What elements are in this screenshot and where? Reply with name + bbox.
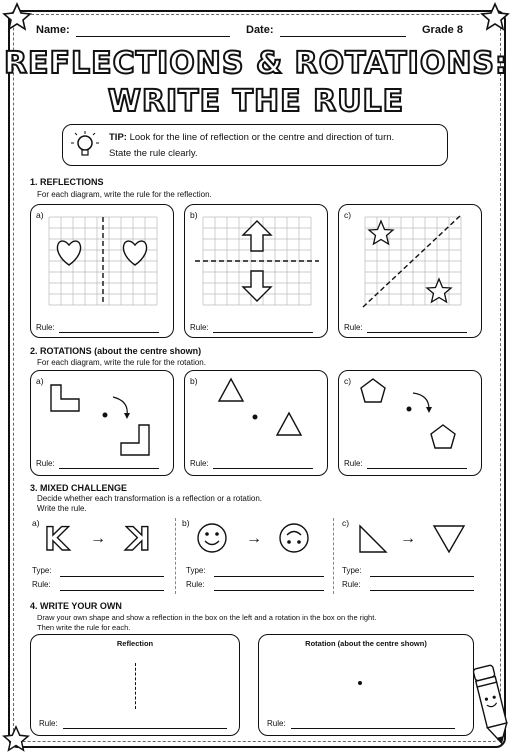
rotation-box-title: Rotation (about the centre shown)	[305, 639, 427, 648]
page-title: REFLECTIONS & ROTATIONS:	[3, 46, 509, 81]
page-subtitle: WRITE THE RULE	[107, 84, 405, 119]
rule-answer-line[interactable]	[291, 728, 455, 729]
rule-answer-line[interactable]	[367, 332, 467, 333]
challenge-panel-a	[30, 516, 172, 596]
rotation-panel-b	[184, 370, 328, 476]
name-field[interactable]	[76, 36, 230, 37]
panel-label: a)	[36, 210, 44, 220]
reflection-panel-b	[184, 204, 328, 338]
rule-label: Rule:	[267, 719, 286, 728]
corner-star-icon	[2, 725, 30, 753]
mirror-line	[135, 663, 136, 709]
grade-label: Grade 8	[422, 24, 463, 36]
section2-heading: 2. ROTATIONS (about the centre shown)	[30, 346, 202, 356]
panel-label: c)	[344, 376, 352, 386]
section3-heading: 3. MIXED CHALLENGE	[30, 483, 128, 493]
rule-answer-line[interactable]	[63, 728, 227, 729]
section1-heading: 1. REFLECTIONS	[30, 177, 104, 187]
rule-label: Rule:	[342, 580, 361, 589]
rule-label: Rule:	[36, 459, 55, 468]
section4-instruction-1: Draw your own shape and show a reflection in the box on the left and a rotation in the box on the right.	[37, 613, 377, 622]
type-label: Type:	[32, 566, 52, 575]
rule-label: Rule:	[39, 719, 58, 728]
type-answer-line[interactable]	[214, 576, 324, 577]
rule-answer-line[interactable]	[213, 332, 313, 333]
corner-star-icon	[2, 2, 32, 32]
panel-label: a)	[36, 376, 44, 386]
date-field[interactable]	[280, 36, 406, 37]
rule-label: Rule:	[344, 323, 363, 332]
divider	[175, 518, 176, 594]
panel-label: b)	[182, 518, 190, 528]
arrow-icon: →	[400, 530, 416, 547]
grid-icon	[203, 217, 311, 305]
rule-label: Rule:	[190, 323, 209, 332]
type-answer-line[interactable]	[60, 576, 164, 577]
type-label: Type:	[342, 566, 362, 575]
letter-k-original: K	[44, 520, 69, 558]
section2-instruction: For each diagram, write the rule for the rotation.	[37, 358, 206, 367]
rule-answer-line[interactable]	[370, 590, 474, 591]
reflection-box-title: Reflection	[116, 639, 154, 648]
panel-label: b)	[190, 210, 198, 220]
pencil-mascot-icon	[474, 660, 510, 750]
rule-label: Rule:	[344, 459, 363, 468]
rule-answer-line[interactable]	[59, 468, 159, 469]
type-answer-line[interactable]	[370, 576, 474, 577]
triangle-rotated-icon	[432, 524, 466, 554]
rule-label: Rule:	[32, 580, 51, 589]
tip-text-1: Look for the line of reflection or the centre and direction of turn.	[126, 132, 395, 143]
rule-answer-line[interactable]	[213, 468, 313, 469]
section1-instruction: For each diagram, write the rule for the reflection.	[37, 190, 212, 199]
challenge-panel-b	[180, 516, 330, 596]
centre-point	[358, 681, 362, 685]
rule-answer-line[interactable]	[59, 332, 159, 333]
rule-answer-line[interactable]	[214, 590, 324, 591]
panel-label: c)	[344, 210, 352, 220]
section4-instruction-2: Then write the rule for each.	[37, 623, 131, 632]
challenge-panel-c	[338, 516, 480, 596]
name-label: Name:	[36, 24, 70, 36]
section4-heading: 4. WRITE YOUR OWN	[30, 601, 122, 611]
panel-label: a)	[32, 518, 40, 528]
date-label: Date:	[246, 24, 274, 36]
rule-answer-line[interactable]	[367, 468, 467, 469]
section3-instruction-2: Write the rule.	[37, 504, 87, 513]
rule-answer-line[interactable]	[60, 590, 164, 591]
tip-box	[62, 124, 448, 166]
grid-icon	[49, 217, 157, 305]
rule-label: Rule:	[190, 459, 209, 468]
lightbulb-icon	[69, 129, 101, 161]
rotation-drawing-box[interactable]	[258, 634, 474, 736]
rule-label: Rule:	[186, 580, 205, 589]
corner-star-icon	[480, 2, 510, 32]
letter-k-reflected: K	[126, 520, 151, 558]
section3-instruction-1: Decide whether each transformation is a reflection or a rotation.	[37, 494, 263, 503]
reflection-drawing-box[interactable]	[30, 634, 240, 736]
arrow-icon: →	[90, 530, 106, 547]
smiley-face-rotated-icon	[278, 522, 310, 554]
triangle-icon	[358, 524, 388, 554]
rotation-panel-c	[338, 370, 482, 476]
type-label: Type:	[186, 566, 206, 575]
reflection-panel-a	[30, 204, 174, 338]
arrow-icon: →	[246, 530, 262, 547]
rotation-panel-a	[30, 370, 174, 476]
grid-icon	[365, 217, 461, 305]
rule-label: Rule:	[36, 323, 55, 332]
divider	[333, 518, 334, 594]
reflection-panel-c	[338, 204, 482, 338]
panel-label: c)	[342, 518, 350, 528]
tip-bold: TIP:	[109, 132, 127, 143]
panel-label: b)	[190, 376, 198, 386]
smiley-face-icon	[196, 522, 228, 554]
tip-text-2: State the rule clearly.	[109, 148, 198, 159]
